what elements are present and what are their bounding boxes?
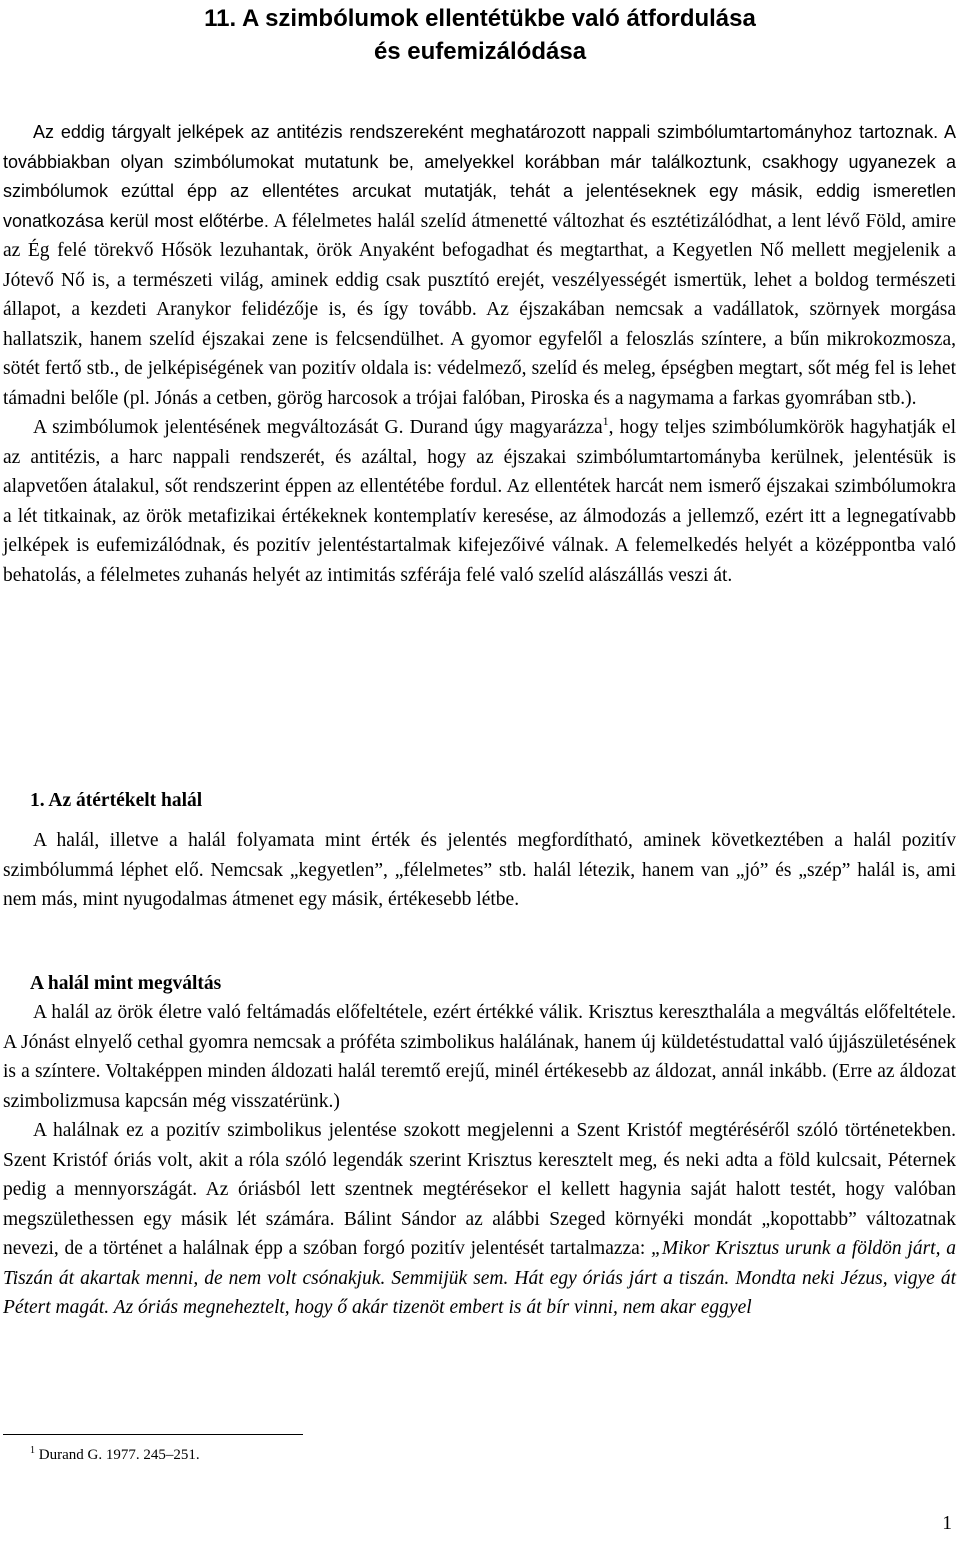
footnote-mark: 1 — [30, 1445, 35, 1456]
footnote-separator — [3, 1434, 303, 1435]
section-heading: 1. Az átértékelt halál — [30, 790, 203, 811]
subsection-paragraph-2 — [3, 1116, 956, 1323]
intro-paragraph-2-start: A szimbólumok jelentésének megváltozását G. Durand úgy magyarázza — [33, 417, 603, 438]
chapter-title — [0, 2, 960, 68]
subsection-text — [3, 998, 956, 1323]
section-1-text — [3, 826, 956, 915]
footnote-reference[interactable]: 1 — [602, 414, 609, 428]
intro-paragraph-1 — [3, 118, 956, 413]
intro-paragraph-1-serif: A félelmetes halál szelíd átmenetté változhat és esztétizálódhat, a lent lévő Föld, amire az Ég felé törekvő Hősök lezuhantak, örök Anyaként befogadhat és megtarthat, a Kegyetlen Nő mellett megjelenik a Jótevő Nő is, a természeti világ, aminek eddig csak pusztító erejét, veszélyességét ismertük, lehet a boldog természeti állapot, a kezdeti Aranykor felidézője is, és így tovább. Az éjszakában nemcsak a vadállatok, szörnyek morgása hallatszik, hanem szelíd éjszakai zene is felcsendülhet. A gyomor egyfelől a feloszlás színtere, a bűn mikrokozmosza, sötét fertő stb., de jelképiségének van pozitív oldala is: védelmező, szelíd és meleg, épségben megtart, sőt még fel is lehet támadni belőle (pl. Jónás a cetben, görög harcosok a trójai falóban, Piroska és a nagymama a farkas gyomrában stb.). — [3, 210, 956, 409]
footnote — [30, 1445, 200, 1465]
page-number: 1 — [942, 1513, 952, 1534]
intro-paragraph-1-sans: Az eddig tárgyalt jelképek az antitézis rendszereként meghatározott nappali szimbólumtartományhoz tartoznak. A továbbiakban olyan szimbólumokat mutatunk be, amelyekkel korábban már találkoztunk, csakhogy ugyanezek a szimbólumok ezúttal épp az ellentétes arcukat mutatják, tehát a jelentéseknek egy másik, eddig ismeretlen vonatkozása kerül most előtérbe. — [3, 122, 956, 231]
subsection-heading: A halál mint megváltás — [30, 973, 222, 994]
subsection-paragraph-2-text: A halálnak ez a pozitív szimbolikus jelentése szokott megjelenni a Szent Kristóf megtéréséről szóló történetekben. Szent Kristóf óriás volt, akit a róla szóló legendák szerint Krisztus keresztelt meg, és neki adta a föld kulcsait, Péternek pedig a mennyországát. Az óriásból lett szentnek megtérésekor el kellett hagynia saját halott testét, hogy valóban megszülethessen egy másik lét számára. Bálint Sándor az alábbi Szeged környéki mondát „kopottabb” változatnak nevezi, de a történet a halálnak épp a szóban forgó pozitív jelentését tartalmazza: — [3, 1120, 956, 1259]
intro-text — [3, 118, 956, 590]
quoted-legend: „Mikor Krisztus urunk a földön járt, a Tiszán át akartak menni, de nem volt csónakjuk. Semmijük sem. Hát egy óriás járt a tiszán. Mondta neki Jézus, vigye át Pétert magát. Az óriás megneheztelt, hogy ő akár tizenöt embert is át bír vinni, nem akar eggyel — [3, 1238, 956, 1318]
subsection-paragraph-1: A halál az örök életre való feltámadás előfeltétele, ezért értékké válik. Krisztus kereszthalála a megváltás előfeltétele. A Jónást elnyelő cethal gyomra nemcsak a próféta szimbolikus halálának, hanem új küldetéstudattal való újjászületésének is a színtere. Voltaképpen minden áldozati halál teremtő erejű, minél értékesebb az áldozat, annál inkább. (Erre az áldozat szimbolizmusa kapcsán még visszatérünk.) — [3, 1002, 956, 1112]
intro-paragraph-2 — [3, 413, 956, 590]
chapter-title-line-2: és eufemizálódása — [373, 38, 587, 65]
footnote-text: Durand G. 1977. 245–251. — [35, 1447, 200, 1463]
chapter-title-line-1: 11. A szimbólumok ellentétükbe való átfordulása — [204, 5, 756, 32]
intro-paragraph-2-end: , hogy teljes szimbólumkörök hagyhatják el az antitézis, a harc nappali rendszerét, és azáltal, hogy az éjszakai szimbólumtartományba kerülnek, jelentésük is alapvetően átalakul, sőt rendszerint éppen az ellentétébe fordul. Az ellentétek harcát nem ismerő éjszakai szimbólumokra a lét titkainak, az örök metafizikai értékeknek kontemplatív keresése, az álmodozás a jellemző, ezért itt a legnegatívabb jelképek is eufemizálódnak, és pozitív jelentéstartalmak kifejezőivé válnak. A felemelkedés helyét a középpontba való behatolás, a félelmetes zuhanás helyét az intimitás szférája felé való szelíd alászállás veszi át. — [3, 417, 957, 586]
section-1-paragraph: A halál, illetve a halál folyamata mint érték és jelentés megfordítható, aminek következtében a halál pozitív szimbólummá léphet elő. Nemcsak „kegyetlen”, „félelmetes” stb. halál létezik, hanem van „jó” és „szép” halál is, ami nem más, mint nyugodalmas átmenet egy másik, értékesebb létbe. — [3, 830, 956, 910]
